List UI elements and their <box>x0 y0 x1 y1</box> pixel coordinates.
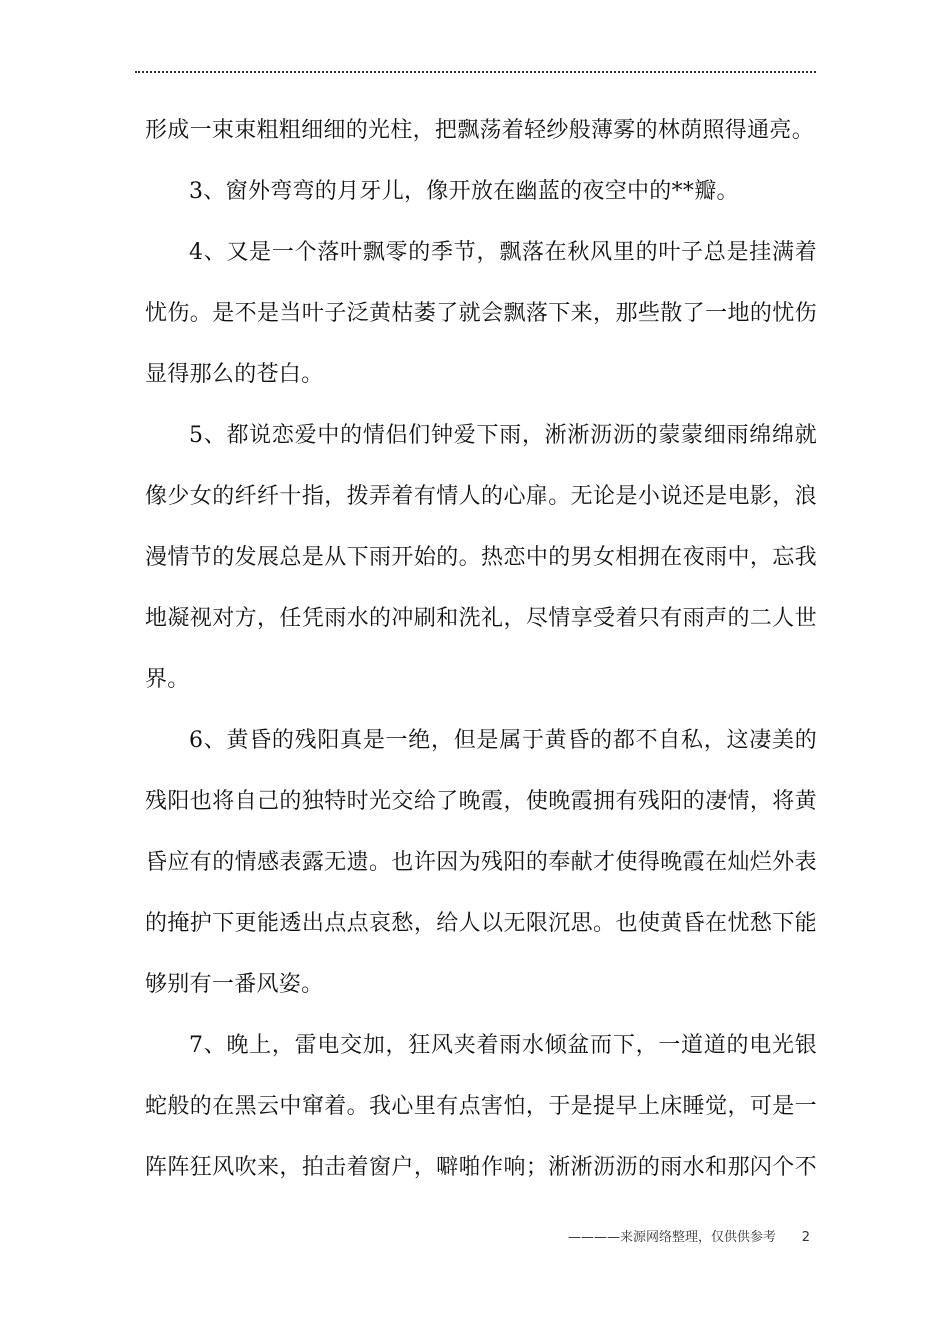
text-line: 忧伤。是不是当叶子泛黄枯萎了就会飘落下来，那些散了一地的忧伤 <box>145 301 817 326</box>
text-line: 5、都说恋爱中的情侣们钟爱下雨，淅淅沥沥的蒙蒙细雨绵绵就 <box>189 423 817 448</box>
text-line: 漫情节的发展总是从下雨开始的。热恋中的男女相拥在夜雨中，忘我 <box>145 545 817 570</box>
text-line: 的掩护下更能透出点点哀愁，给人以无限沉思。也使黄昏在忧愁下能 <box>145 911 817 936</box>
page-footer <box>460 1226 816 1250</box>
text-line: 6、黄昏的残阳真是一绝，但是属于黄昏的都不自私，这凄美的 <box>189 728 817 753</box>
text-line: 残阳也将自己的独特时光交给了晚霞，使晚霞拥有残阳的凄情，将黄 <box>145 789 817 814</box>
header-divider <box>135 71 816 73</box>
text-line: 界。 <box>145 667 190 692</box>
text-line: 够别有一番风姿。 <box>145 972 324 997</box>
text-line: 7、晚上，雷电交加，狂风夹着雨水倾盆而下，一道道的电光银 <box>189 1033 817 1058</box>
text-line: 3、窗外弯弯的月牙儿，像开放在幽蓝的夜空中的**瓣。 <box>189 179 739 204</box>
text-line: 地凝视对方，任凭雨水的冲刷和洗礼，尽情享受着只有雨声的二人世 <box>145 606 817 631</box>
page-number: 2 <box>801 1230 810 1245</box>
text-line: 阵阵狂风吹来，拍击着窗户，噼啪作响；淅淅沥沥的雨水和那闪个不 <box>145 1155 817 1180</box>
document-body <box>145 100 817 1198</box>
text-line: 昏应有的情感表露无遗。也许因为残阳的奉献才使得晚霞在灿烂外表 <box>145 850 817 875</box>
text-line: 形成一束束粗粗细细的光柱，把飘荡着轻纱般薄雾的林荫照得通亮。 <box>145 118 815 143</box>
text-line: 像少女的纤纤十指，拨弄着有情人的心扉。无论是小说还是电影，浪 <box>145 484 817 509</box>
text-line: 显得那么的苍白。 <box>145 362 324 387</box>
footer-source-note: ————来源网络整理，仅供供参考 <box>567 1230 776 1245</box>
text-line: 蛇般的在黑云中窜着。我心里有点害怕，于是提早上床睡觉，可是一 <box>145 1094 817 1119</box>
text-line: 4、又是一个落叶飘零的季节，飘落在秋风里的叶子总是挂满着 <box>189 240 817 265</box>
